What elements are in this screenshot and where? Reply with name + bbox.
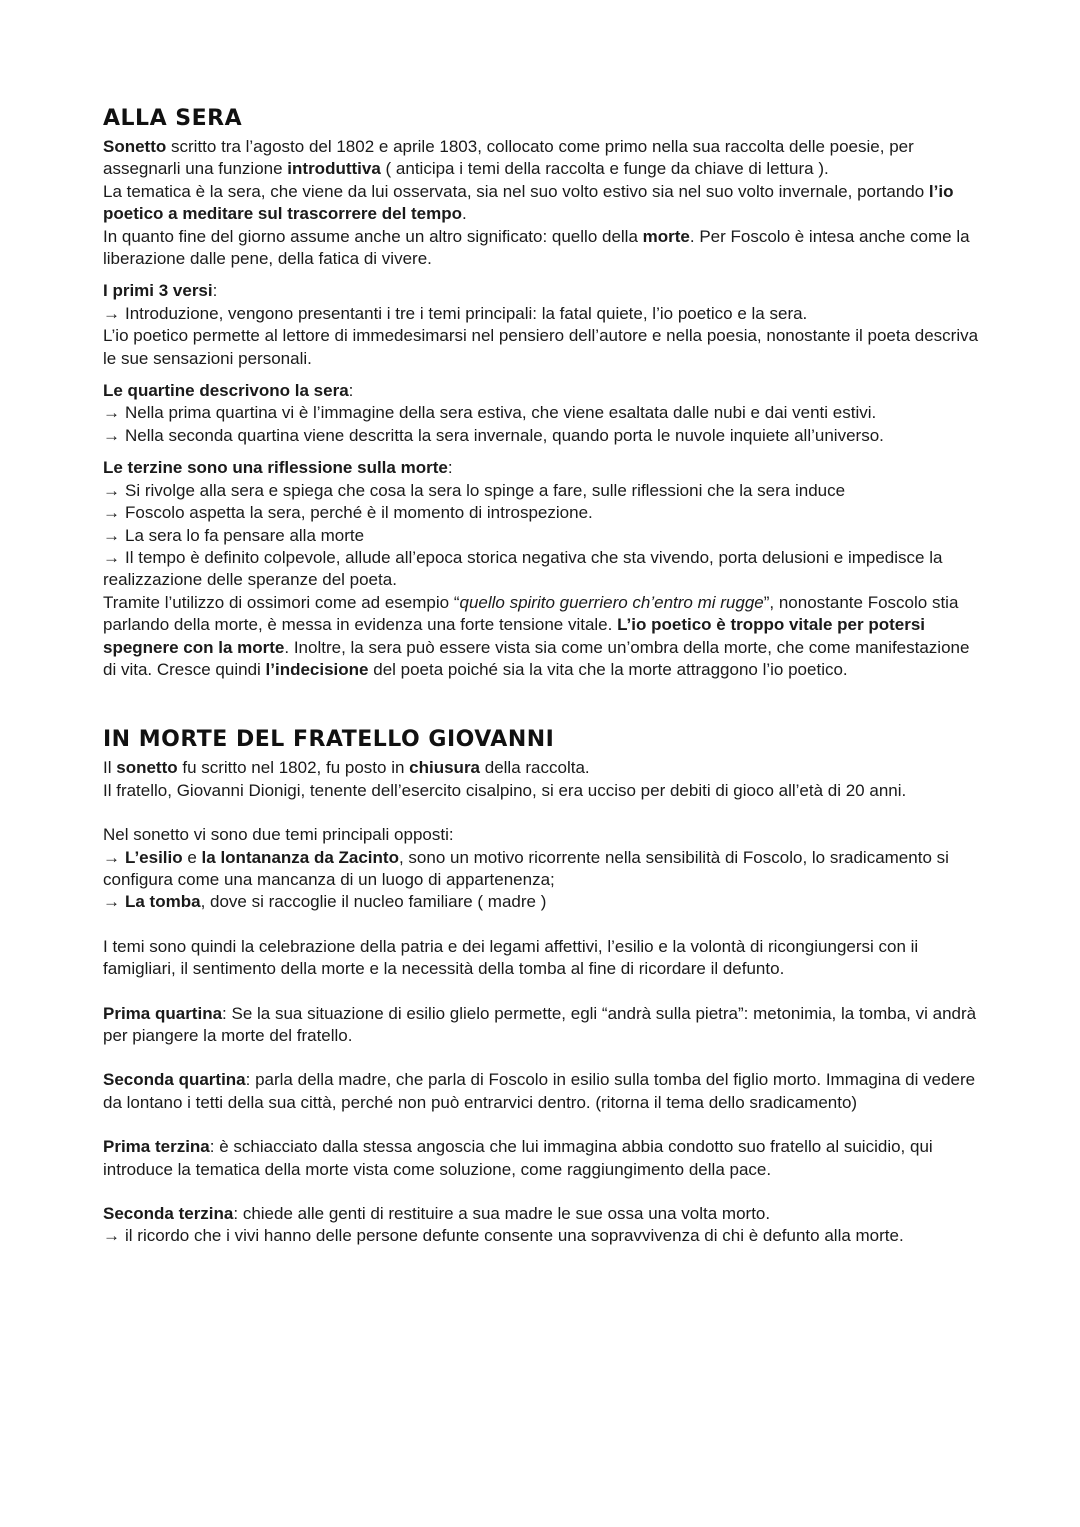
section-title-alla-sera: ALLA SERA bbox=[103, 106, 243, 131]
paragraph-line bbox=[103, 402, 983, 424]
text-run: La tematica è la sera, che viene da lui osservata, sia nel suo volto estivo sia nel suo volto invernale, portando bbox=[103, 181, 929, 201]
bold-text: Seconda terzina bbox=[103, 1204, 234, 1224]
paragraph-line bbox=[103, 936, 983, 981]
text-run: : Se la sua situazione di esilio glielo permette, egli “andrà sulla pietra”: metonimia, la tomba, vi andrà per piangere la morte del fratello. bbox=[103, 1003, 977, 1045]
bold-text: l’indecisione bbox=[265, 659, 369, 679]
paragraph-line bbox=[103, 592, 983, 682]
arrow-icon: → bbox=[103, 1226, 120, 1246]
paragraph-line bbox=[103, 1069, 983, 1114]
text-run: Il bbox=[103, 758, 117, 778]
bold-text: Sonetto bbox=[103, 137, 167, 156]
text-run: Nel sonetto vi sono due temi principali opposti: bbox=[103, 825, 454, 845]
quartine-list bbox=[103, 402, 983, 447]
paragraph-line bbox=[103, 847, 983, 892]
text-run: In quanto fine del giorno assume anche un altro significato: quello della bbox=[103, 226, 643, 246]
paragraph-line bbox=[103, 480, 983, 502]
terzine-list bbox=[103, 480, 983, 682]
paragraph-line bbox=[103, 891, 983, 913]
text-run: il ricordo che i vivi hanno delle persone defunte consente una sopravvivenza di chi è defunto alla morte. bbox=[125, 1226, 904, 1246]
bold-text: la lontananza da Zacinto bbox=[201, 847, 399, 867]
text-run: Nella seconda quartina viene descritta la sera invernale, quando porta le nuvole inquiete all’universo. bbox=[125, 425, 884, 445]
section-title-in-morte-del-fratello: IN MORTE DEL FRATELLO GIOVANNI bbox=[103, 727, 555, 753]
text-run: Tramite l’utilizzo di ossimori come ad esempio “ bbox=[103, 592, 460, 612]
text-run: La sera lo fa pensare alla morte bbox=[125, 525, 365, 545]
text-run: , sono un motivo ricorrente nella sensibilità di Foscolo, lo sradicamento si configura come una mancanza di un luogo di appartenenza; bbox=[103, 847, 949, 889]
text-run: Il tempo è definito colpevole, allude all’epoca storica negativa che sta vivendo, porta delusioni e impedisce la realizzazione delle speranze del poeta. bbox=[103, 547, 943, 590]
prima-quartina bbox=[103, 1003, 983, 1048]
subheading-terzine: Le terzine sono una riflessione sulla morte: bbox=[103, 458, 453, 478]
text-run: . Per Foscolo è intesa anche come la liberazione dalle pene, della fatica di vivere. bbox=[103, 226, 970, 269]
text-run: Introduzione, vengono presentanti i tre i temi principali: la fatal quiete, l’io poetico e la sera. bbox=[125, 303, 808, 323]
paragraph-line bbox=[103, 325, 983, 370]
bold-text: Seconda quartina bbox=[103, 1070, 246, 1090]
text-run: L’io poetico permette al lettore di immedesimarsi nel pensiero dell’autore e nella poesia, nonostante il poeta descriva le sue sensazioni personali. bbox=[103, 326, 979, 368]
paragraph-line bbox=[103, 824, 983, 846]
text-run: del poeta poiché sia la vita che la morte attraggono l’io poetico. bbox=[368, 659, 848, 679]
text-run: Si rivolge alla sera e spiega che cosa la sera lo spinge a fare, sulle riflessioni che la sera induce bbox=[125, 480, 846, 500]
bold-text: morte bbox=[642, 226, 690, 246]
bold-text: L’esilio bbox=[125, 847, 183, 867]
paragraph-line bbox=[103, 425, 983, 447]
bold-text: chiusura bbox=[409, 758, 481, 778]
paragraph-line bbox=[103, 525, 983, 547]
arrow-icon: → bbox=[103, 425, 120, 445]
paragraph-line bbox=[103, 502, 983, 524]
text-run: I temi sono quindi la celebrazione della patria e dei legami affettivi, l’esilio e la volontà di ricongiungersi con ii famigliari, il sentimento della morte e la necessità della tomba al fine di ricordare il defunto. bbox=[103, 936, 919, 979]
arrow-icon: → bbox=[103, 892, 120, 912]
text-run: e bbox=[182, 847, 202, 867]
seconda-terzina bbox=[103, 1203, 983, 1248]
text-run: : chiede alle genti di restituire a sua madre le sue ossa una volta morto. bbox=[233, 1204, 771, 1224]
paragraph-line bbox=[103, 757, 983, 779]
subheading-quartine: Le quartine descrivono la sera: bbox=[103, 381, 354, 401]
paragraph-line bbox=[103, 1225, 983, 1247]
arrow-icon: → bbox=[103, 525, 120, 545]
bold-text: l’io poetico a meditare sul trascorrere del tempo bbox=[103, 181, 954, 224]
paragraph-line bbox=[103, 547, 983, 592]
arrow-icon: → bbox=[103, 547, 120, 567]
text-run: fu scritto nel 1802, fu posto in bbox=[177, 758, 410, 778]
primi-versi-body bbox=[103, 303, 983, 370]
text-run: , dove si raccoglie il nucleo familiare ( madre ) bbox=[200, 892, 547, 912]
text-run: della raccolta. bbox=[480, 758, 590, 778]
text-run: Foscolo aspetta la sera, perché è il momento di introspezione. bbox=[125, 503, 593, 523]
intro-paragraph bbox=[103, 136, 983, 270]
temi-principali bbox=[103, 824, 983, 914]
paragraph-line bbox=[103, 780, 983, 802]
paragraph-line bbox=[103, 1136, 983, 1181]
text-run: : parla della madre, che parla di Foscolo in esilio sulla tomba del figlio morto. Immagina di vedere da lontano i tetti della sua città, perché non può entrarvici dentro. (ritorna il tema dello sradicamento) bbox=[103, 1070, 976, 1112]
text-run: Il fratello, Giovanni Dionigi, tenente dell’esercito cisalpino, si era ucciso per debiti di gioco all’età di 20 anni. bbox=[103, 780, 907, 800]
paragraph-line bbox=[103, 1203, 983, 1225]
prima-terzina bbox=[103, 1136, 983, 1181]
section-alla-sera bbox=[103, 104, 983, 681]
paragraph-line bbox=[103, 181, 983, 226]
paragraph-line bbox=[103, 1003, 983, 1048]
bold-text: introduttiva bbox=[287, 159, 381, 179]
bold-text: L’io poetico è troppo vitale per potersi spegnere con la morte bbox=[103, 615, 926, 657]
text-run: Nella prima quartina vi è l’immagine della sera estiva, che viene esaltata dalle nubi e dai venti estivi. bbox=[125, 403, 877, 423]
paragraph-line bbox=[103, 303, 983, 325]
temi-summary bbox=[103, 936, 983, 981]
text-run: . bbox=[462, 204, 467, 224]
document-page bbox=[103, 104, 983, 1248]
paragraph-line bbox=[103, 226, 983, 271]
intro-paragraph bbox=[103, 757, 983, 802]
text-run: scritto tra l’agosto del 1802 e aprile 1803, collocato come primo nella sua raccolta delle poesie, per assegnarli una funzione bbox=[103, 137, 914, 179]
bold-text: Prima terzina bbox=[103, 1137, 210, 1157]
seconda-quartina bbox=[103, 1069, 983, 1114]
section-in-morte-del-fratello bbox=[103, 725, 983, 1248]
subheading-primi-versi: I primi 3 versi: bbox=[103, 281, 218, 301]
arrow-icon: → bbox=[103, 503, 120, 523]
italic-quote: quello spirito guerriero ch’entro mi rugge bbox=[459, 592, 764, 612]
bold-text: Prima quartina bbox=[103, 1003, 223, 1023]
bold-text: La tomba bbox=[125, 892, 201, 912]
bold-text: sonetto bbox=[116, 758, 178, 778]
arrow-icon: → bbox=[103, 480, 120, 500]
arrow-icon: → bbox=[103, 847, 120, 867]
text-run: . Inoltre, la sera può essere vista sia come un’ombra della morte, che come manifestazione di vita. Cresce quindi bbox=[103, 637, 970, 679]
arrow-icon: → bbox=[103, 403, 120, 423]
text-run: : è schiacciato dalla stessa angoscia che lui immagina abbia condotto suo fratello al suicidio, qui introduce la tematica della morte vista come soluzione, come raggiungimento della pace. bbox=[103, 1137, 933, 1179]
text-run: ”, nonostante Foscolo stia parlando della morte, è messa in evidenza una forte tensione vitale. bbox=[103, 592, 959, 635]
arrow-icon: → bbox=[103, 303, 120, 323]
text-run: ( anticipa i temi della raccolta e funge da chiave di lettura ). bbox=[380, 159, 829, 179]
paragraph-line bbox=[103, 136, 983, 181]
